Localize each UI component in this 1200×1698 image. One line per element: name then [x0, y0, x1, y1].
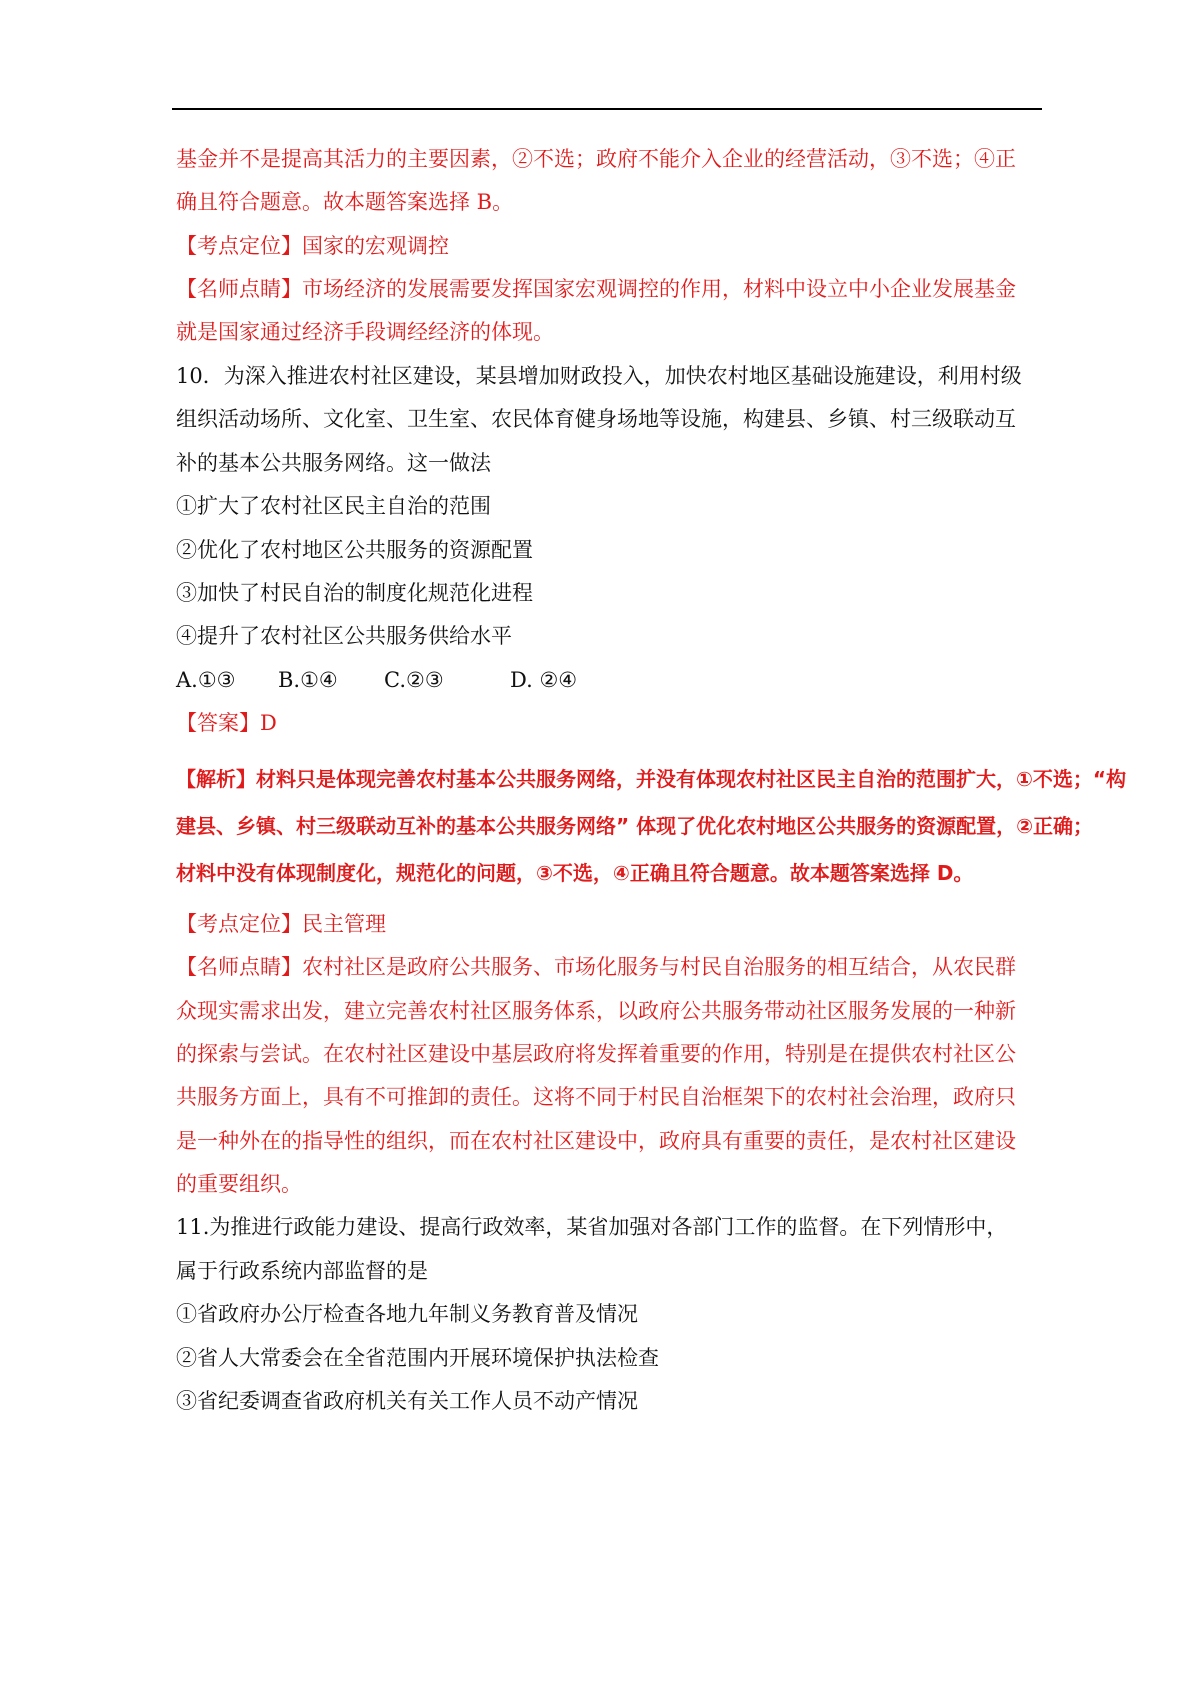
q9-kaodian: 【考点定位】国家的宏观调控 — [176, 234, 449, 258]
q10-answer: 【答案】D — [176, 711, 277, 735]
q10-choice-b: B.①④ — [278, 668, 338, 692]
q9-mingshi-line-2: 就是国家通过经济手段调经经济的体现。 — [176, 320, 554, 344]
q10-kaodian: 【考点定位】民主管理 — [176, 912, 386, 936]
q10-analysis-line-3: 材料中没有体现制度化，规范化的问题，③不选，④正确且符合题意。故本题答案选择 D。 — [176, 861, 974, 885]
q10-choice-c: C.②③ — [384, 668, 444, 692]
q10-mingshi-line-4: 共服务方面上，具有不可推卸的责任。这将不同于村民自治框架下的农村社会治理，政府只 — [176, 1085, 1016, 1109]
q10-mingshi-line-6: 的重要组织。 — [176, 1172, 302, 1196]
q11-item-2: ②省人大常委会在全省范围内开展环境保护执法检查 — [176, 1346, 659, 1370]
q9-analysis-line-1: 基金并不是提高其活力的主要因素，②不选；政府不能介入企业的经营活动，③不选；④正 — [176, 147, 1016, 171]
q10-choice-d: D. ②④ — [510, 668, 578, 692]
q10-item-4: ④提升了农村社区公共服务供给水平 — [176, 624, 512, 648]
q11-item-1: ①省政府办公厅检查各地九年制义务教育普及情况 — [176, 1302, 638, 1326]
q10-stem-line-1: 10．为深入推进农村社区建设，某县增加财政投入，加快农村地区基础设施建设，利用村级 — [176, 364, 1022, 388]
q10-stem-line-2: 组织活动场所、文化室、卫生室、农民体育健身场地等设施，构建县、乡镇、村三级联动互 — [176, 407, 1016, 431]
q10-mingshi-line-5: 是一种外在的指导性的组织，而在农村社区建设中，政府具有重要的责任，是农村社区建设 — [176, 1129, 1016, 1153]
q10-choice-a: A.①③ — [176, 668, 236, 692]
q11-stem-line-2: 属于行政系统内部监督的是 — [176, 1259, 428, 1283]
q10-mingshi-line-3: 的探索与尝试。在农村社区建设中基层政府将发挥着重要的作用，特别是在提供农村社区公 — [176, 1042, 1016, 1066]
q10-item-3: ③加快了村民自治的制度化规范化进程 — [176, 581, 533, 605]
q11-stem-line-1: 11.为推进行政能力建设、提高行政效率，某省加强对各部门工作的监督。在下列情形中， — [176, 1215, 1008, 1239]
q11-item-3: ③省纪委调查省政府机关有关工作人员不动产情况 — [176, 1389, 638, 1413]
q10-mingshi-line-1: 【名师点睛】农村社区是政府公共服务、市场化服务与村民自治服务的相互结合，从农民群 — [176, 955, 1016, 979]
q10-analysis-line-2: 建县、乡镇、村三级联动互补的基本公共服务网络” 体现了优化农村地区公共服务的资源配置，②正确； — [176, 814, 1094, 838]
q10-stem-line-3: 补的基本公共服务网络。这一做法 — [176, 451, 491, 475]
q10-mingshi-line-2: 众现实需求出发，建立完善农村社区服务体系，以政府公共服务带动社区服务发展的一种新 — [176, 999, 1016, 1023]
q10-item-2: ②优化了农村地区公共服务的资源配置 — [176, 538, 533, 562]
header-rule — [172, 108, 1042, 110]
q10-analysis-line-1: 【解析】材料只是体现完善农村基本公共服务网络，并没有体现农村社区民主自治的范围扩大，①不选；“构 — [176, 767, 1127, 791]
q10-item-1: ①扩大了农村社区民主自治的范围 — [176, 494, 491, 518]
q9-mingshi-line-1: 【名师点睛】市场经济的发展需要发挥国家宏观调控的作用，材料中设立中小企业发展基金 — [176, 277, 1016, 301]
q9-analysis-line-2: 确且符合题意。故本题答案选择 B。 — [176, 190, 514, 214]
